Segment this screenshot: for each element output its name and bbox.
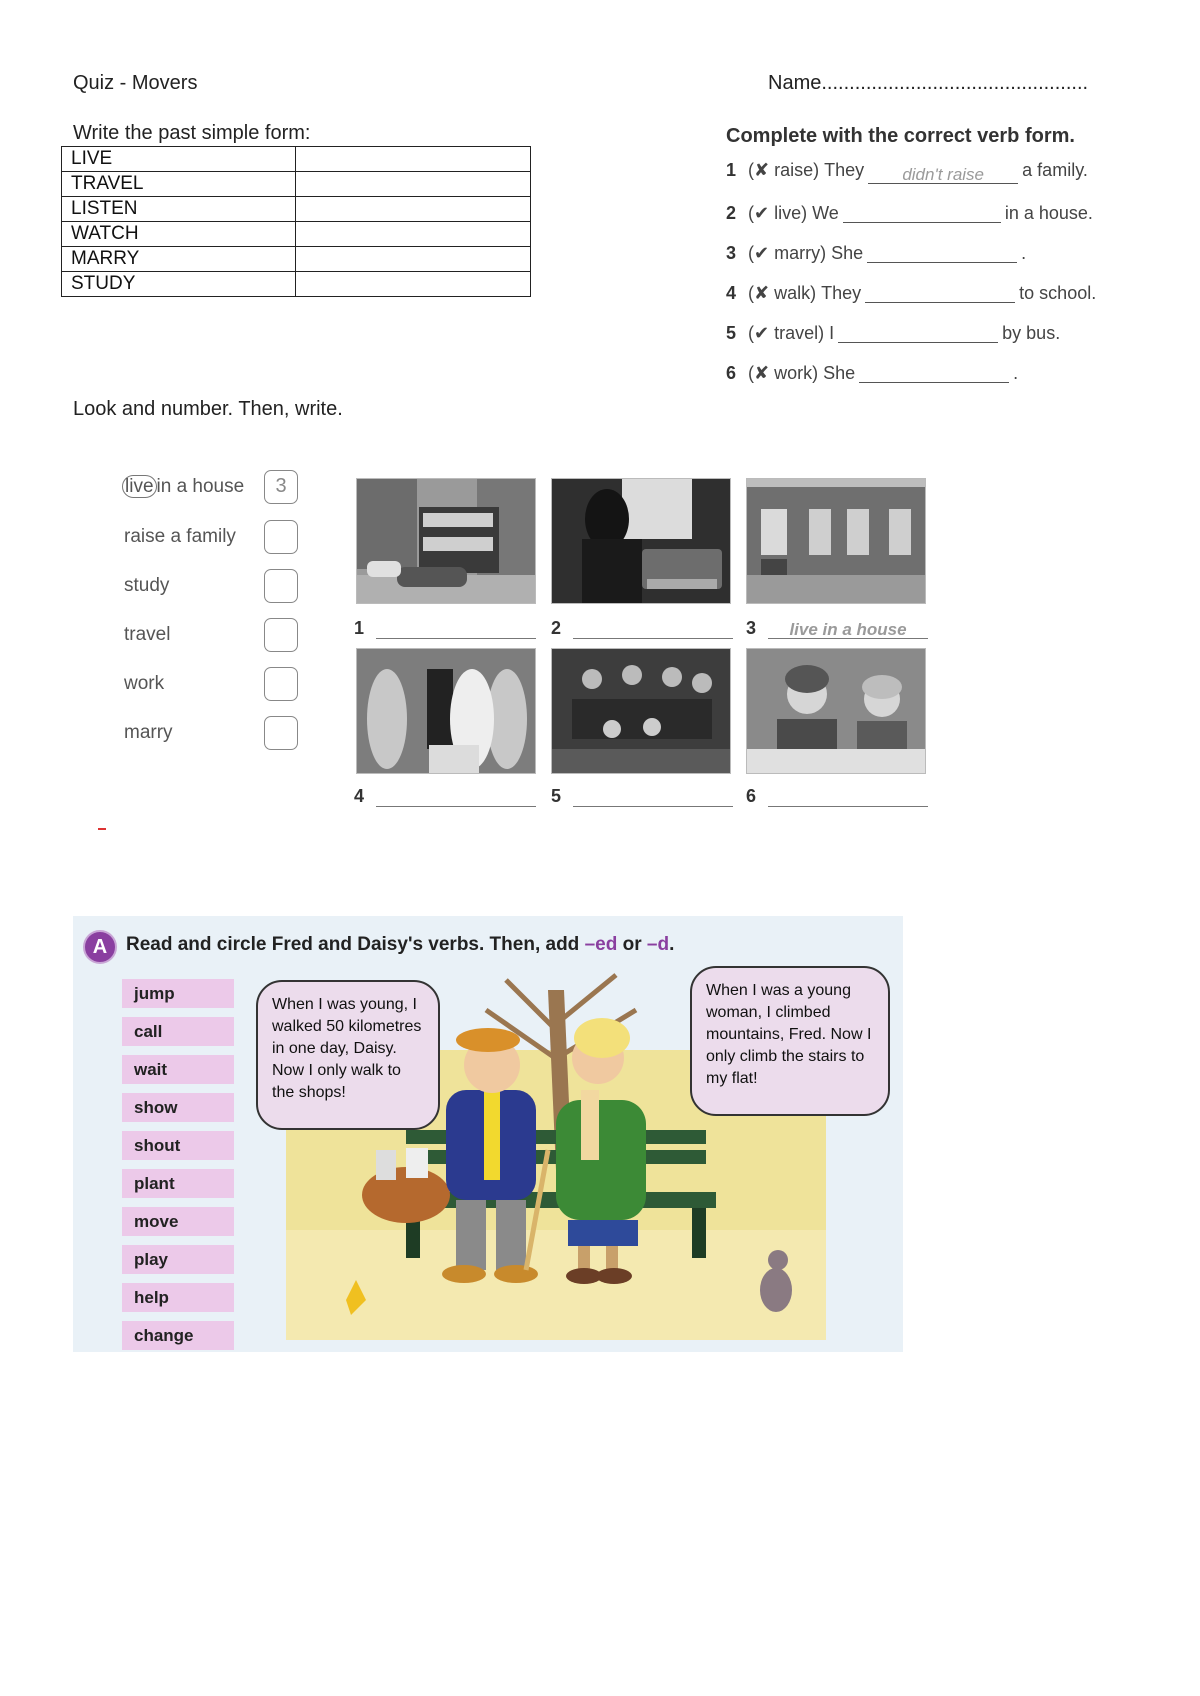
name-dots: ................................................ (821, 72, 1089, 94)
item-number: 3 (726, 243, 737, 263)
answer-blank[interactable] (865, 284, 1015, 303)
phrase-item: raise a family (124, 526, 236, 547)
answer-cell[interactable] (296, 222, 531, 247)
verb-tile[interactable]: shout (122, 1131, 234, 1160)
cross-icon: ✘ (754, 160, 770, 180)
title-text: Read and circle Fred and Daisy's verbs. Then, add (126, 934, 585, 955)
number-box[interactable] (264, 569, 298, 603)
verb-tile[interactable]: call (122, 1017, 234, 1046)
answer-cell[interactable] (296, 172, 531, 197)
verb-tile[interactable]: move (122, 1207, 234, 1236)
answer-blank[interactable]: didn't raise (868, 165, 1018, 184)
phrase-item: study (124, 575, 170, 596)
check-icon: ✔ (754, 243, 770, 263)
answer-blank[interactable] (843, 204, 1001, 223)
photo-house (746, 478, 926, 604)
verb-tile[interactable]: play (122, 1245, 234, 1274)
verb-tile[interactable]: help (122, 1283, 234, 1312)
name-label: Name (768, 72, 822, 94)
verb-tile[interactable]: wait (122, 1055, 234, 1084)
photo-children-studying (746, 648, 926, 774)
table-row (62, 247, 531, 272)
base-verb-cell: MARRY (62, 247, 296, 272)
answer-line[interactable]: live in a house (768, 620, 928, 639)
item-verb: work (774, 363, 813, 383)
number-box[interactable] (264, 618, 298, 652)
item-subject: I (829, 323, 835, 343)
base-verb-cell: STUDY (62, 272, 296, 297)
photo-wedding (356, 648, 536, 774)
phrase-example (122, 476, 244, 498)
phrase-item: marry (124, 722, 173, 743)
suffix-d: –d (646, 934, 670, 955)
cross-icon: ✘ (754, 363, 770, 383)
base-verb-cell: LISTEN (62, 197, 296, 222)
phrase-rest: in a house (156, 476, 245, 497)
past-simple-instruction: Write the past simple form: (73, 122, 311, 144)
check-icon: ✔ (754, 203, 770, 223)
table-row (62, 272, 531, 297)
answer-cell[interactable] (296, 272, 531, 297)
item-number: 6 (726, 363, 737, 383)
photo-label (746, 618, 928, 639)
past-simple-table (61, 146, 531, 297)
item-ending: in a house. (1004, 203, 1093, 223)
photo-woman-typing (551, 478, 731, 604)
table-row (62, 172, 531, 197)
quiz-title: Quiz - Movers (73, 72, 198, 94)
item-verb: walk (774, 283, 811, 303)
photo-number: 2 (551, 618, 562, 638)
photo-label (354, 786, 536, 807)
phrase-item: work (124, 673, 165, 694)
photo-family (551, 648, 731, 774)
base-verb-cell: WATCH (62, 222, 296, 247)
answer-line[interactable] (573, 788, 733, 807)
suffix-ed: –ed (584, 934, 618, 955)
title-or: or (617, 934, 647, 955)
answer-blank[interactable] (867, 244, 1017, 263)
item-subject: We (812, 203, 839, 223)
number-box[interactable] (264, 667, 298, 701)
answer-blank[interactable] (859, 364, 1009, 383)
complete-item: 6 ( ✘ work ) She . (726, 363, 1019, 383)
complete-item: 5 ( ✔ travel ) I by bus. (726, 323, 1061, 343)
item-number: 4 (726, 283, 737, 303)
answer-cell[interactable] (296, 147, 531, 172)
answer-line[interactable] (376, 620, 536, 639)
circled-word: live (122, 475, 157, 498)
item-verb: raise (774, 160, 814, 180)
item-ending: by bus. (1002, 323, 1061, 343)
speech-bubble-daisy: When I was a young woman, I climbed mountains, Fred. Now I only climb the stairs to my flat! (690, 966, 890, 1116)
speech-bubble-fred: When I was young, I walked 50 kilometres in one day, Daisy. Now I only walk to the shops! (256, 980, 440, 1130)
name-field[interactable] (768, 72, 1088, 95)
photo-label (746, 786, 928, 807)
table-row (62, 197, 531, 222)
photo-number: 1 (354, 618, 365, 638)
answer-line[interactable] (768, 788, 928, 807)
item-subject: She (823, 363, 856, 383)
number-box[interactable] (264, 716, 298, 750)
base-verb-cell: LIVE (62, 147, 296, 172)
photo-number: 3 (746, 618, 757, 638)
item-subject: They (824, 160, 865, 180)
red-mark (98, 828, 106, 830)
complete-item: 4 ( ✘ walk ) They to school. (726, 283, 1097, 303)
item-ending: . (1013, 363, 1019, 383)
look-number-instruction: Look and number. Then, write. (73, 398, 343, 420)
item-ending: . (1021, 243, 1027, 263)
item-subject: They (821, 283, 862, 303)
verb-tile[interactable]: plant (122, 1169, 234, 1198)
complete-item: 1 ( ✘ raise ) They didn't raise a family. (726, 160, 1088, 184)
table-row (62, 222, 531, 247)
photo-number: 6 (746, 786, 757, 806)
base-verb-cell: TRAVEL (62, 172, 296, 197)
photo-number: 5 (551, 786, 562, 806)
item-number: 5 (726, 323, 737, 343)
number-box[interactable]: 3 (264, 470, 298, 504)
phrase-item: travel (124, 624, 171, 645)
read-circle-title (126, 934, 674, 956)
title-end: . (669, 934, 675, 955)
verb-tile[interactable]: show (122, 1093, 234, 1122)
verb-tile[interactable]: change (122, 1321, 234, 1350)
item-number: 2 (726, 203, 737, 223)
answer-line[interactable] (376, 788, 536, 807)
item-verb: travel (774, 323, 819, 343)
section-badge: A (83, 930, 117, 964)
photo-label (551, 618, 733, 639)
item-ending: to school. (1019, 283, 1097, 303)
complete-item: 3 ( ✔ marry ) She . (726, 243, 1027, 263)
cross-icon: ✘ (754, 283, 770, 303)
item-verb: live (774, 203, 802, 223)
table-row (62, 147, 531, 172)
item-number: 1 (726, 160, 737, 180)
verb-tile[interactable]: jump (122, 979, 234, 1008)
answer-cell[interactable] (296, 247, 531, 272)
answer-cell[interactable] (296, 197, 531, 222)
photo-street-bus (356, 478, 536, 604)
answer-blank[interactable] (838, 324, 998, 343)
item-subject: She (831, 243, 864, 263)
item-verb: marry (774, 243, 821, 263)
photo-label (551, 786, 733, 807)
complete-item: 2 ( ✔ live ) We in a house. (726, 203, 1093, 223)
check-icon: ✔ (754, 323, 770, 343)
item-ending: a family. (1022, 160, 1088, 180)
complete-title: Complete with the correct verb form. (726, 125, 1075, 147)
answer-line[interactable] (573, 620, 733, 639)
number-box[interactable] (264, 520, 298, 554)
photo-label (354, 618, 536, 639)
photo-number: 4 (354, 786, 365, 806)
